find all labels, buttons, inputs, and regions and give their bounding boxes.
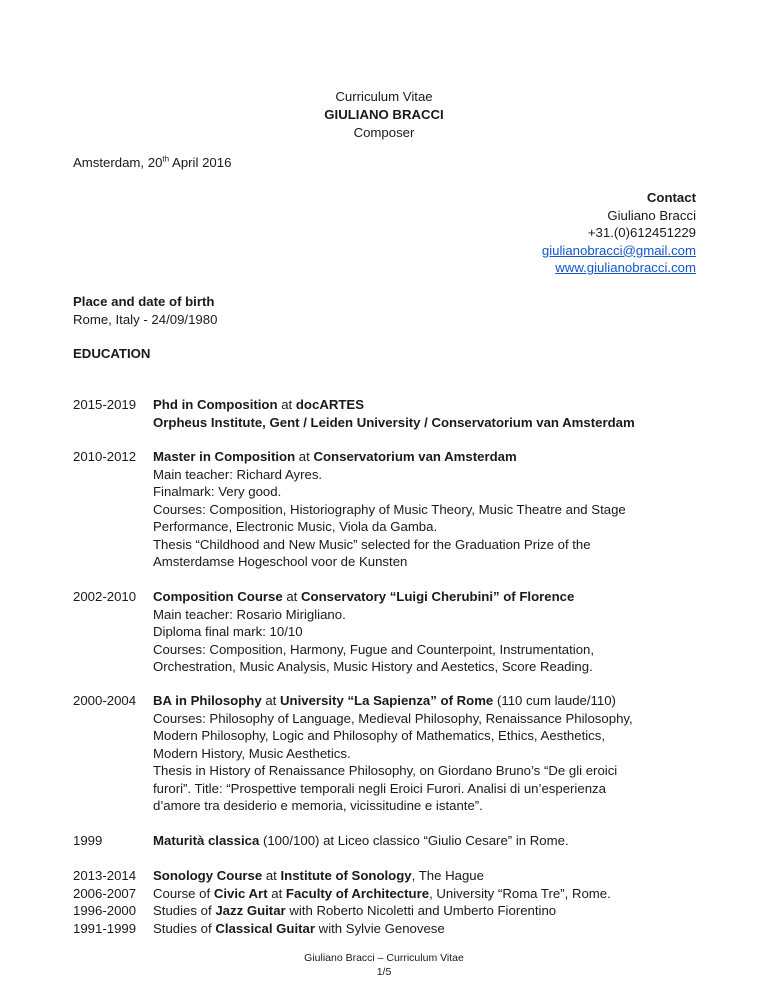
entry-title: Sonology Course [153,868,263,883]
entry-institutions: Orpheus Institute, Gent / Leiden University / Conservatorium van Amsterdam [153,414,635,430]
entry-school: Faculty of Architecture [285,885,430,901]
entry-line: furori”. Title: “Prospettive temporali negli Eroici Furori. Analisi di un’esperienza [153,780,606,796]
entry-title: Composition Course [153,589,283,604]
entry-line: Diploma final mark: 10/10 [153,624,303,639]
document-type: Curriculum Vitae [335,89,433,104]
entry-at: at [267,885,286,901]
page-footer [0,951,768,979]
entry-line: Courses: Composition, Harmony, Fugue and Counterpoint, Instrumentation, [153,641,595,657]
entry-year: 2010-2012 [73,449,137,464]
entry-title: Civic Art [213,885,268,901]
footer-title: Giuliano Bracci – Curriculum Vitae [304,952,464,964]
entry-rest: with Sylvie Genovese [315,920,445,936]
entry-line: Finalmark: Very good. [153,484,282,499]
place-date [73,154,231,172]
contact-name: Giuliano Bracci [607,207,696,223]
entry-grade: (110 cum laude/110) [493,693,616,708]
contact-block [542,189,696,277]
entry-line: Modern Philosophy, Logic and Philosophy of Mathematics, Ethics, Aesthetics, [153,728,606,743]
person-role: Composer [353,125,415,140]
entry-pre: Studies of [153,903,216,918]
entry-school: Institute of Sonology [280,868,412,883]
place-date-prefix: Amsterdam, 20 [73,155,163,170]
entry-at: at [261,693,281,708]
birth-section [73,293,217,328]
entry-line: d’amore tra desiderio e memoria, vicissitudine e istante”. [153,798,483,813]
entry-rest: with Roberto Nicoletti and Umberto Fiorentino [285,903,557,918]
civic-art-line [153,885,713,903]
contact-email-link[interactable]: giulianobracci@gmail.com [541,242,696,258]
contact-website-link[interactable]: www.giulianobracci.com [555,260,696,275]
entry-title: Master in Composition [153,449,296,464]
entry-year: 2002-2010 [73,589,137,604]
contact-phone: +31.(0)612451229 [587,225,696,240]
entry-line: Amsterdamse Hogeschool voor de Kunsten [153,554,408,569]
entry-school: docARTES [295,397,365,412]
entry-line: Courses: Philosophy of Language, Medieval Philosophy, Renaissance Philosophy, [153,710,633,726]
entry-line: Thesis “Childhood and New Music” selected for the Graduation Prize of the [153,536,591,552]
entry-pre: Studies of [153,920,216,936]
entry-rest: , University “Roma Tre”, Rome. [429,885,611,901]
entry-line: Main teacher: Rosario Mirigliano. [153,606,346,622]
entry-line: Orchestration, Music Analysis, Music History and Aestetics, Score Reading. [153,659,593,674]
birth-heading: Place and date of birth [73,294,215,309]
education-heading: EDUCATION [73,346,151,361]
entry-year: 1996-2000 [73,903,137,918]
entry-at: at [295,449,314,464]
entry-line: Performance, Electronic Music, Viola da Gamba. [153,519,438,534]
place-date-sup: th [162,154,170,164]
entry-year: 1999 [73,833,103,848]
entry-school: Conservatory “Luigi Cherubini” of Florence [301,589,575,604]
entry-line: Courses: Composition, Historiography of Music Theory, Music Theatre and Stage [153,501,626,517]
entry-title: Phd in Composition [153,397,278,412]
entry-line: Modern History, Music Aesthetics. [153,745,351,761]
entry-year: 1991-1999 [73,920,137,936]
entry-at: at [277,397,296,412]
entry-title: BA in Philosophy [153,693,262,708]
jazz-guitar-line [153,902,713,920]
entry-year: 2000-2004 [73,693,137,708]
entry-title: Classical Guitar [215,920,315,936]
entry-year: 2015-2019 [73,397,137,412]
birth-value: Rome, Italy - 24/09/1980 [73,311,218,327]
sonology-line [153,867,713,885]
entry-title: Maturità classica [153,833,260,848]
entry-school: Conservatorium van Amsterdam [313,449,517,464]
page-number: 1/5 [376,966,392,978]
person-name: GIULIANO BRACCI [324,107,444,122]
document-header [0,88,768,142]
entry-at: at [262,868,281,883]
contact-heading: Contact [646,190,696,205]
entry-school: University “La Sapienza” of Rome [280,693,494,708]
entry-line: Thesis in History of Renaissance Philosophy, on Giordano Bruno’s “De gli eroici [153,763,618,778]
entry-at: at [282,589,302,604]
entry-year: 2013-2014 [73,868,137,883]
entry-year: 2006-2007 [73,885,137,901]
entry-rest: , The Hague [411,868,484,883]
place-date-suffix: April 2016 [169,155,232,170]
entry-pre: Course of [153,885,214,901]
entry-rest: (100/100) at Liceo classico “Giulio Cesare” in Rome. [259,833,569,848]
entry-title: Jazz Guitar [215,903,286,918]
classical-guitar-line [153,920,713,938]
entry-line: Main teacher: Richard Ayres. [153,466,323,482]
